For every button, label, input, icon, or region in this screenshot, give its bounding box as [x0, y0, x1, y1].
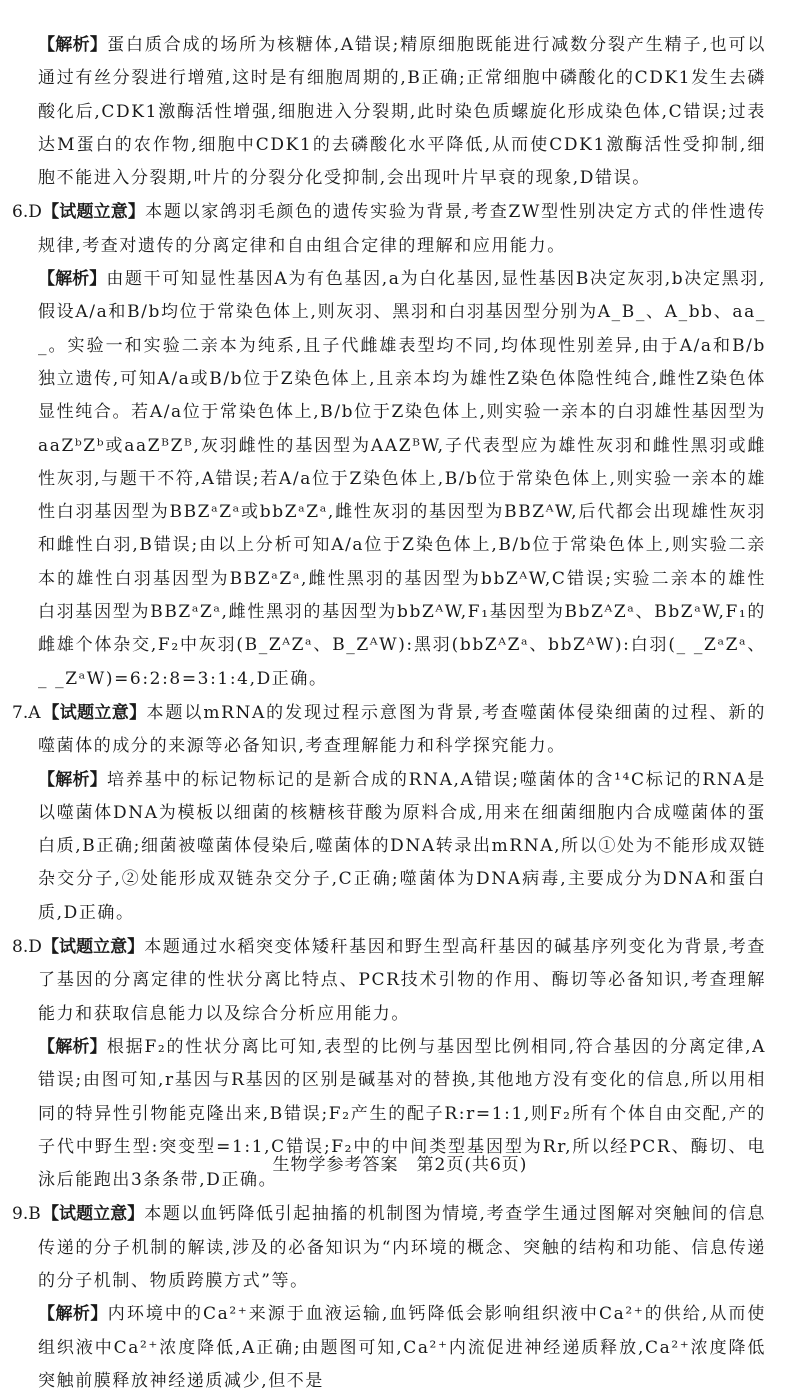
analysis-text: 蛋白质合成的场所为核糖体,A错误;精原细胞既能进行减数分裂产生精子,也可以通过有丝分裂进行增殖,这时是有细胞周期的,B正确;正常细胞中磷酸化的CDK1发生去磷酸化后,CDK1激酶活性增强,细胞进入分裂期,此时染色质螺旋化形成染色体,C错误;过表达M蛋白的农作物,细胞中CDK1的去磷酸化水平降低,从而使CDK1激酶活性受抑制,细胞不能进入分裂期,叶片的分裂分化受抑制,会出现叶片早衰的现象,D错误。	[38, 35, 767, 189]
analysis-text: 根据F₂的性状分离比可知,表型的比例与基因型比例相同,符合基因的分离定律,A错误;由图可知,r基因与R基因的区别是碱基对的替换,其他地方没有变化的信息,所以用相同的特异性引物能克隆出来,B错误;F₂产生的配子R:r=1:1,则F₂所有个体自由交配,产的子代中野生型:突变型=1:1,C错误;F₂中的中间类型基因型为Rr,所以经PCR、酶切、电泳后能跑出3条条带,D正确。	[38, 1036, 767, 1191]
question-number: 8.D	[12, 937, 42, 958]
analysis-label: 【解析】	[38, 1304, 108, 1325]
question-7-analysis	[38, 764, 766, 930]
analysis-paragraph	[38, 29, 766, 195]
intent-label: 【试题立意】	[42, 1204, 145, 1225]
intent-text: 本题以血钙降低引起抽搐的机制图为情境,考查学生通过图解对突触间的信息传递的分子机制的解读,涉及的必备知识为“内环境的概念、突触的结构和功能、信息传递的分子机制、物质跨膜方式”等。	[38, 1204, 767, 1291]
intent-text: 本题通过水稻突变体矮秆基因和野生型高秆基因的碱基序列变化为背景,考查了基因的分离定律的性状分离比特点、PCR技术引物的作用、酶切等必备知识,考查理解能力和获取信息能力以及综合分析应用能力。	[38, 937, 767, 1024]
analysis-label: 【解析】	[38, 769, 108, 790]
question-9-intent	[12, 1198, 766, 1298]
analysis-label: 【解析】	[38, 1036, 107, 1057]
question-number: 6.D	[12, 202, 42, 223]
intent-text: 本题以家鸽羽毛颜色的遗传实验为背景,考查ZW型性别决定方式的伴性遗传规律,考查对遗传的分离定律和自由组合定律的理解和应用能力。	[38, 202, 766, 256]
question-6-analysis	[38, 263, 766, 696]
intent-label: 【试题立意】	[42, 702, 147, 723]
question-number: 9.B	[12, 1204, 41, 1225]
intent-label: 【试题立意】	[42, 937, 145, 958]
question-6-intent	[12, 196, 766, 263]
analysis-text: 由题干可知显性基因A为有色基因,a为白化基因,显性基因B决定灰羽,b决定黑羽,假设A/a和B/b均位于常染色体上,则灰羽、黑羽和白羽基因型分别为A_B_、A_bb、aa_ _。实验一和实验二亲本为纯系,且子代雌雄表型均不同,均体现性别差异,由于A/a和B/b独立遗传,可知A/a或B/b位于Z染色体上,且亲本均为雄性Z染色体隐性纯合,雌性Z染色体显性纯合。若A/a位于常染色体上,B/b位于Z染色体上,则实验一亲本的白羽雄性基因型为aaZᵇZᵇ或aaZᴮZᴮ,灰羽雌性的基因型为AAZᴮW,子代表型应为雄性灰羽和雌性黑羽或雌性灰羽,与题干不符,A错误;若A/a位于Z染色体上,B/b位于常染色体上,则实验一亲本的雄性白羽基因型为BBZᵃZᵃ或bbZᵃZᵃ,雌性灰羽的基因型为BBZᴬW,后代都会出现雄性灰羽和雌性白羽,B错误;由以上分析可知A/a位于Z染色体上,B/b位于常染色体上,则实验二亲本的雄性白羽基因型为BBZᵃZᵃ,雌性黑羽的基因型为bbZᴬW,C错误;实验二亲本的雄性白羽基因型为BBZᵃZᵃ,雌性黑羽的基因型为bbZᴬW,F₁基因型为BbZᴬZᵃ、BbZᵃW,F₁的雌雄个体杂交,F₂中灰羽(B_ZᴬZᵃ、B_ZᴬW):黑羽(bbZᴬZᵃ、bbZᴬW):白羽(_ _ZᵃZᵃ、_ _ZᵃW)=6:2:8=3:1:4,D正确。	[38, 269, 767, 689]
analysis-text: 内环境中的Ca²⁺来源于血液运输,血钙降低会影响组织液中Ca²⁺的供给,从而使组织液中Ca²⁺浓度降低,A正确;由题图可知,Ca²⁺内流促进神经递质释放,Ca²⁺浓度降低突触前膜释放神经递质减少,但不是	[38, 1304, 767, 1391]
analysis-label: 【解析】	[38, 269, 107, 290]
answer-content	[12, 29, 767, 1398]
question-8-intent	[12, 931, 766, 1031]
analysis-text: 培养基中的标记物标记的是新合成的RNA,A错误;噬菌体的含¹⁴C标记的RNA是以噬菌体DNA为模板以细菌的核糖核苷酸为原料合成,用来在细菌细胞内合成噬菌体的蛋白质,B正确;细菌被噬菌体侵染后,噬菌体的DNA转录出mRNA,所以①处为不能形成双链杂交分子,②处能形成双链杂交分子,C正确;噬菌体为DNA病毒,主要成分为DNA和蛋白质,D正确。	[38, 769, 767, 923]
intent-text: 本题以mRNA的发现过程示意图为背景,考查噬菌体侵染细菌的过程、新的噬菌体的成分的来源等必备知识,考查理解能力和科学探究能力。	[38, 702, 767, 757]
question-7-intent	[12, 697, 766, 764]
intent-label: 【试题立意】	[42, 202, 146, 223]
question-9-analysis	[38, 1298, 766, 1398]
analysis-label: 【解析】	[38, 35, 108, 55]
page-footer: 生物学参考答案 第2页(共6页)	[272, 1155, 528, 1175]
question-number: 7.A	[12, 702, 41, 723]
